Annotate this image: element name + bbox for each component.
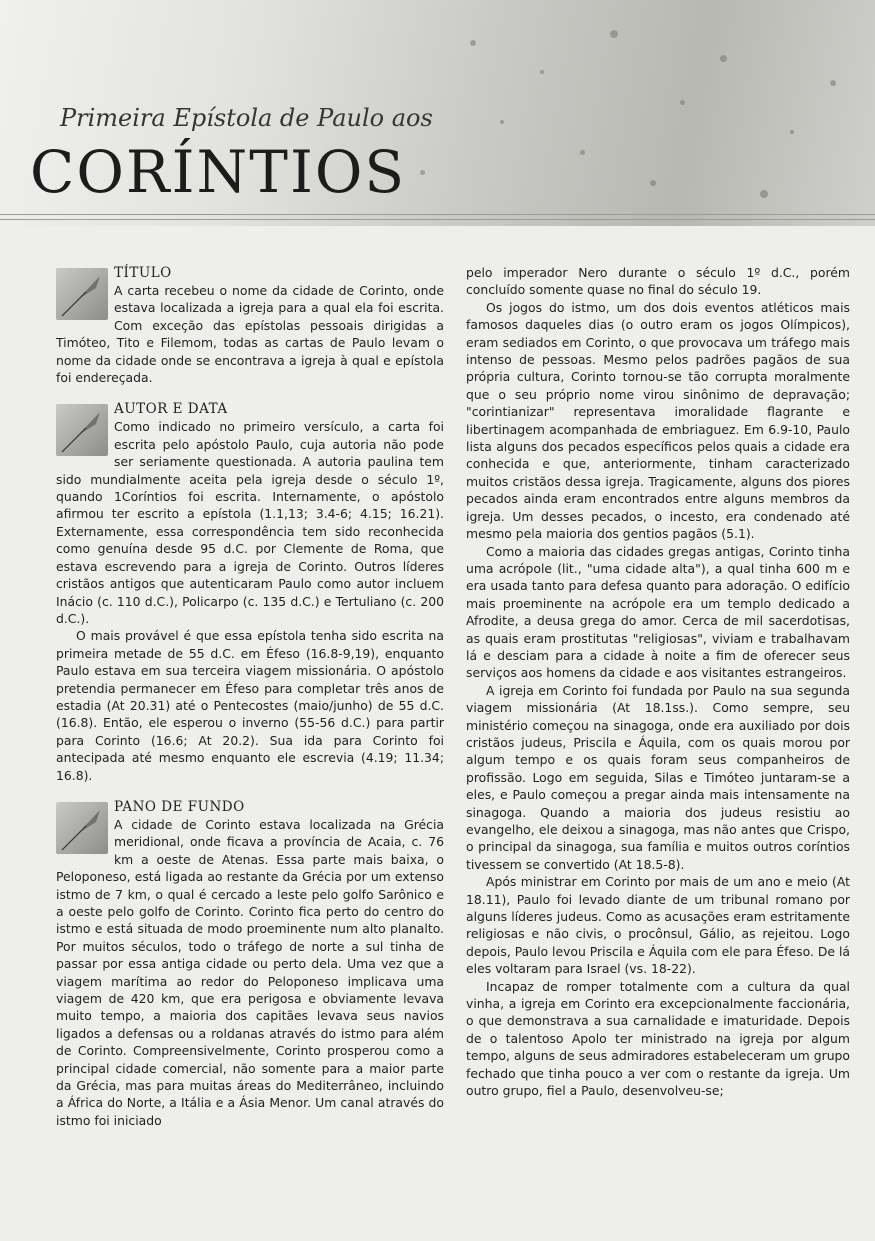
right-column [466,264,850,1204]
section-pano-de-fundo [56,798,444,1129]
section-autor-data [56,400,444,784]
left-column [56,264,444,1204]
paragraph: A carta recebeu o nome da cidade de Corinto, onde estava localizada a igreja para a qual ela foi escrita. Com exceção das epístolas pessoais dirigidas a Timóteo, Tito e Filemom, todas as cartas de Paulo levam o nome da cidade onde se encontrava a igreja à qual e epístola foi endereçada. [56,283,444,386]
paragraph: Os jogos do istmo, um dos dois eventos atléticos mais famosos daqueles dias (o outro eram os jogos Olímpicos), eram sediados em Corinto, o que provocava um tráfego mais intenso de pessoas. Mesmo pelos padrões pagãos de sua própria cultura, Corinto tornou-se tão corrupta moralmente que o seu próprio nome virou sinônimo de depravação; "corintianizar" representava imoralidade flagrante e libertinagem acompanhada de embriaguez. Em 6.9-10, Paulo lista alguns dos pecados específicos pelos quais a cidade era conhecida e que, anteriormente, tinham caracterizado muitos cristãos dessa igreja. Tragicamente, alguns dos piores pecados ainda eram encontrados entre alguns membros da igreja. Um desses pecados, o incesto, era condenado até mesmo pela maioria dos gentios pagãos (5.1). [466,299,850,542]
paragraph: A igreja em Corinto foi fundada por Paulo na sua segunda viagem missionária (At 18.1ss.). Como sempre, seu ministério começou na sinagoga, onde era auxiliado por dois cristãos judeus, Priscila e Áquila, com os quais morou por algum tempo e os quais foram seus companheiros de profissão. Logo em seguida, Silas e Timóteo juntaram-se a eles, e Paulo começou a pregar ainda mais intensamente na sinagoga. Quando a maioria dos judeus resistiu ao evangelho, ele deixou a sinagoga, mas não antes que Crispo, o principal da sinagoga, sua família e muitos outros coríntios tivessem se convertido (At 18.5-8). [466,682,850,872]
paragraph: Incapaz de romper totalmente com a cultura da qual vinha, a igreja em Corinto era excepcionalmente faccionária, o que demonstrava a sua carnalidade e imaturidade. Depois de o talentoso Apolo ter ministrado na igreja por algum tempo, alguns de seus admiradores estabeleceram um grupo fechado que tinha pouco a ver com o restante da igreja. Um outro grupo, fiel a Paulo, desenvolveu-se; [466,978,850,1099]
section-heading: AUTOR E DATA [114,401,228,418]
paragraph: Como a maioria das cidades gregas antigas, Corinto tinha uma acrópole (lit., "uma cidade alta"), a qual tinha 600 m e era usada tanto para defesa quanto para adoração. O edifício mais proeminente na acrópole era um templo dedicado a Afrodite, a deusa grega do amor. Cerca de mil sacerdotisas, as quais eram prostitutas "religiosas", viviam e trabalhavam lá e desciam para a cidade à noite a fim de oferecer seus serviços aos homens da cidade e aos visitantes estrangeiros. [466,543,850,681]
quill-icon [56,268,108,320]
quill-icon [56,802,108,854]
paragraph: Como indicado no primeiro versículo, a carta foi escrita pelo apóstolo Paulo, cuja autoria não pode ser seriamente questionada. A autoria paulina tem sido mundialmente aceita pela igreja desde o século 1º, quando 1Coríntios foi escrita. Internamente, o apóstolo afirmou ter escrito a epístola (1.1,13; 3.4-6; 4.15; 16.21). Externamente, essa correspondência tem sido reconhecida como genuína desde 95 d.C. por Clemente de Roma, que estava escrevendo para a igreja de Corinto. Outros líderes cristãos antigos que autenticaram Paulo como autor incluem Inácio (c. 110 d.C.), Policarpo (c. 135 d.C.) e Tertuliano (c. 200 d.C.). [56,419,444,626]
section-heading: PANO DE FUNDO [114,798,245,815]
paragraph: A cidade de Corinto estava localizada na Grécia meridional, onde ficava a província de Acaia, c. 76 km a oeste de Atenas. Essa parte mais baixa, o Peloponeso, está ligada ao restante da Grécia por um extenso istmo de 7 km, o qual é cercado a leste pelo golfo Sarônico e a oeste pelo golfo de Corinto. Corinto fica perto do centro do istmo e está situada de modo proeminente num alto planalto. Por muitos séculos, todo o tráfego de norte a sul tinha de passar por essa antiga cidade ou perto dela. Uma vez que a viagem marítima ao redor do Peloponeso implicava uma viagem de 420 km, que era perigosa e obviamente levava muito tempo, a maioria dos capitães levava seus navios ligados a defensas ou a roldanas através do istmo para além de Corinto. Compreensivelmente, Corinto prosperou como a principal cidade comercial, não somente para a maior parte da Grécia, mas para muitas áreas do Mediterrâneo, incluindo a África do Norte, a Itália e a Ásia Menor. Um canal através do istmo foi iniciado [56,816,444,1128]
paragraph: pelo imperador Nero durante o século 1º d.C., porém concluído somente quase no final do século 19. [466,265,850,298]
book-title: CORÍNTIOS [30,138,407,206]
quill-icon [56,404,108,456]
section-titulo [56,264,444,386]
book-subtitle: Primeira Epístola de Paulo aos [60,104,433,132]
section-heading: TÍTULO [114,265,172,281]
paragraph: O mais provável é que essa epístola tenha sido escrita na primeira metade de 55 d.C. em Éfeso (16.8-9,19), enquanto Paulo estava em sua terceira viagem missionária. O apóstolo pretendia permanecer em Éfeso para completar três anos de estadia (At 20.31) até o Pentecostes (maio/junho) de 55 d.C. (16.8). Então, ele esperou o inverno (55-56 d.C.) para partir para Corinto (16.6; At 20.2). Sua ida para Corinto foi antecipada até mesmo enquanto ele escrevia (4.19; 11.34; 16.8). [56,628,444,783]
header-banner [0,0,875,226]
paragraph: Após ministrar em Corinto por mais de um ano e meio (At 18.11), Paulo foi levado diante de um tribunal romano por alguns líderes judeus. Como as acusações eram estritamente religiosas e não civis, o procônsul, Gálio, as rejeitou. Logo depois, Paulo levou Priscila e Áquila com ele para Éfeso. De lá eles voltaram para Israel (vs. 18-22). [466,874,850,977]
